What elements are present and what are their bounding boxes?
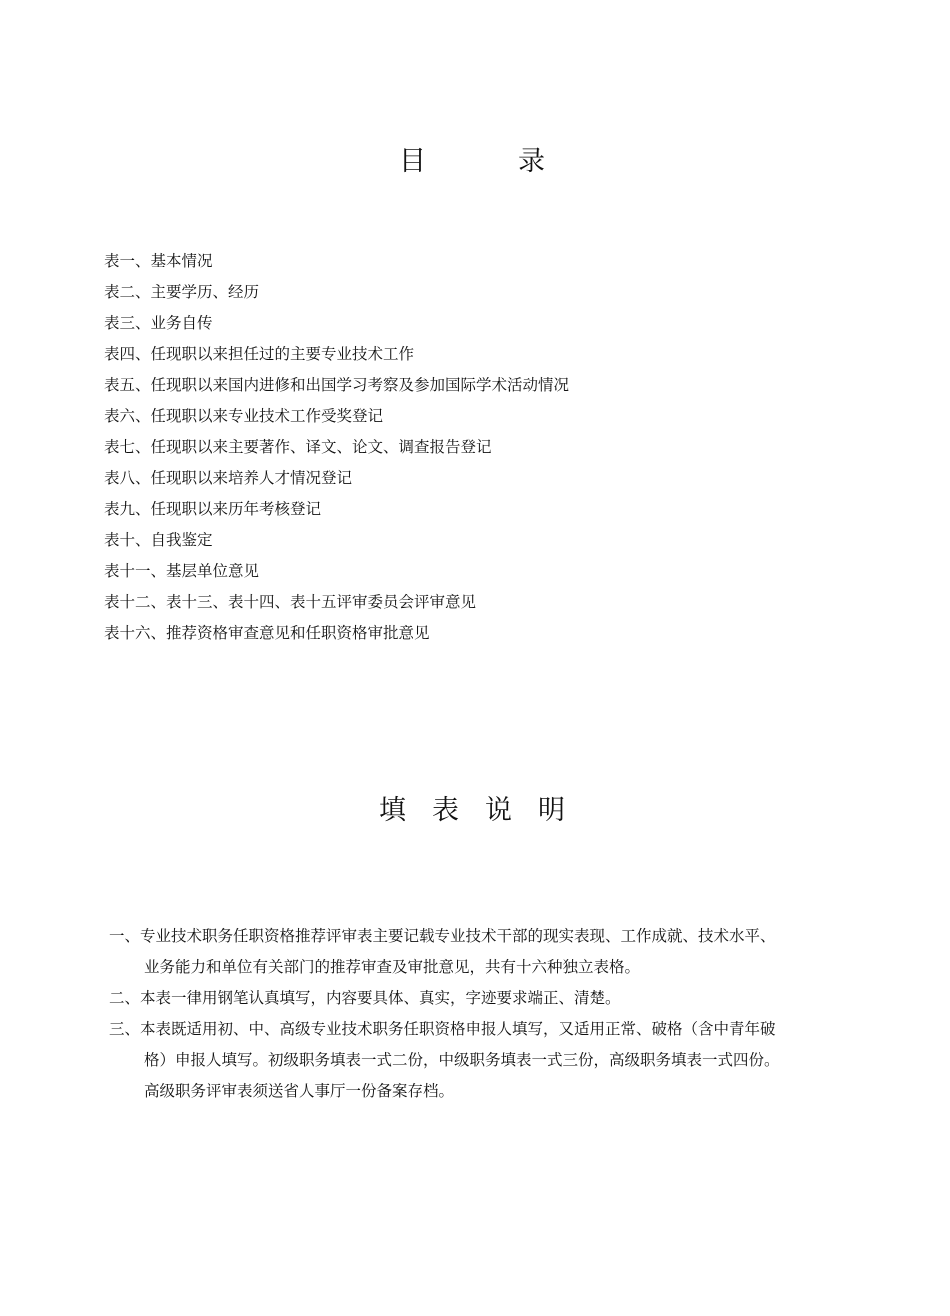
instruction-line: 三、本表既适用初、中、高级专业技术职务任职资格申报人填写，又适用正常、破格（含中青年破 <box>109 1020 776 1038</box>
toc-item: 表九、任现职以来历年考核登记 <box>104 500 322 518</box>
instructions-title-char-2: 表 <box>432 795 459 826</box>
instructions-title-char-4: 明 <box>538 795 565 826</box>
toc-item: 表一、基本情况 <box>104 252 213 270</box>
toc-item: 表二、主要学历、经历 <box>104 283 260 301</box>
instruction-line: 格）申报人填写。初级职务填表一式二份，中级职务填表一式三份，高级职务填表一式四份。 <box>144 1051 780 1069</box>
toc-title <box>0 143 947 181</box>
toc-item: 表四、任现职以来担任过的主要专业技术工作 <box>104 345 415 363</box>
toc-title-char-1: 目 <box>399 146 426 177</box>
instruction-item-1 <box>109 921 809 983</box>
toc-item: 表八、任现职以来培养人才情况登记 <box>104 469 353 487</box>
toc-item: 表十、自我鉴定 <box>104 531 213 549</box>
instruction-line: 业务能力和单位有关部门的推荐审查及审批意见，共有十六种独立表格。 <box>144 958 641 976</box>
instructions-title-char-3: 说 <box>485 795 512 826</box>
instruction-line: 一、专业技术职务任职资格推荐评审表主要记载专业技术干部的现实表现、工作成就、技术水平、 <box>109 927 776 945</box>
instruction-line: 高级职务评审表须送省人事厅一份备案存档。 <box>144 1082 455 1100</box>
instructions-list <box>109 921 809 1107</box>
instruction-line: 二、本表一律用钢笔认真填写，内容要具体、真实，字迹要求端正、清楚。 <box>109 989 621 1007</box>
toc-item: 表六、任现职以来专业技术工作受奖登记 <box>104 407 384 425</box>
instruction-item-3 <box>109 1014 809 1107</box>
toc-item: 表三、业务自传 <box>104 314 213 332</box>
instructions-title <box>0 792 947 830</box>
toc-item: 表七、任现职以来主要著作、译文、论文、调查报告登记 <box>104 438 492 456</box>
instructions-title-char-1: 填 <box>379 795 406 826</box>
toc-list <box>104 247 569 650</box>
toc-item: 表五、任现职以来国内进修和出国学习考察及参加国际学术活动情况 <box>104 376 570 394</box>
toc-item: 表十一、基层单位意见 <box>104 562 260 580</box>
toc-item: 表十六、推荐资格审查意见和任职资格审批意见 <box>104 624 430 642</box>
toc-item: 表十二、表十三、表十四、表十五评审委员会评审意见 <box>104 593 477 611</box>
instruction-item-2 <box>109 983 809 1014</box>
toc-title-char-2: 录 <box>518 146 545 177</box>
